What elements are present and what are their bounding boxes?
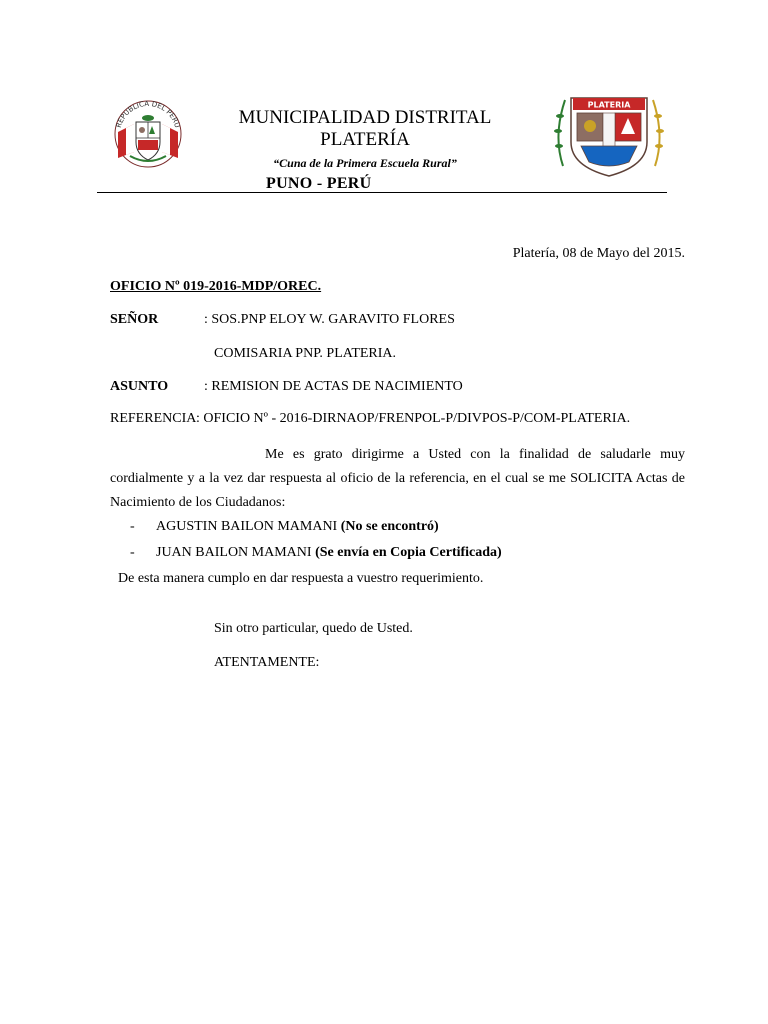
municipality-motto: “Cuna de la Primera Escuela Rural” [273,156,457,170]
senor-label: SEÑOR [110,312,159,327]
citizen-note: (No se encontró) [340,519,439,534]
header-divider [97,192,667,193]
senor-value-line2: COMISARIA PNP. PLATERIA. [214,346,397,361]
body-paragraph: Me es grato dirigirme a Usted con la finalidad de saludarle muy cordialmente y a la vez dar respuesta al oficio de la referencia, en el cual se me SOLICITA Actas de Nacimiento de los Ciudadanos: [110,447,685,510]
municipality-title-line1: MUNICIPALIDAD DISTRITAL [238,107,492,128]
citizen-name: AGUSTIN BAILON MAMANI [156,519,338,534]
list-item [130,544,502,562]
referencia-label: REFERENCIA [110,411,197,426]
atentamente: ATENTAMENTE: [214,655,320,670]
letter-body [110,443,685,515]
list-item [130,518,439,536]
municipality-title-line2: PLATERÍA [320,129,410,150]
citizen-name: JUAN BAILON MAMANI [156,545,312,560]
svg-text:PLATERIA: PLATERIA [587,100,631,110]
referencia-value: : OFICIO Nº - 2016-DIRNAOP/FRENPOL-P/DIVPOS-P/COM-PLATERIA. [196,411,631,426]
citizen-note: (Se envía en Copia Certificada) [315,545,502,560]
svg-text:REPUBLICA DEL PERU: REPUBLICA DEL PERU [114,99,182,129]
asunto-label: ASUNTO [110,379,169,394]
sin-otro-particular: Sin otro particular, quedo de Usted. [214,621,413,636]
list-dash: - [130,519,135,534]
plateria-district-emblem [549,86,669,178]
oficio-number: OFICIO Nº 019-2016-MDP/OREC. [110,279,322,294]
closing-sentence: De esta manera cumplo en dar respuesta a vuestro requerimiento. [118,571,484,586]
region-label: PUNO - PERÚ [266,175,372,192]
senor-value: : SOS.PNP ELOY W. GARAVITO FLORES [204,312,455,327]
peru-coat-of-arms-seal [108,94,188,168]
list-dash: - [130,545,135,560]
letter-date: Platería, 08 de Mayo del 2015. [512,246,685,261]
asunto-value: : REMISION DE ACTAS DE NACIMIENTO [204,379,463,394]
